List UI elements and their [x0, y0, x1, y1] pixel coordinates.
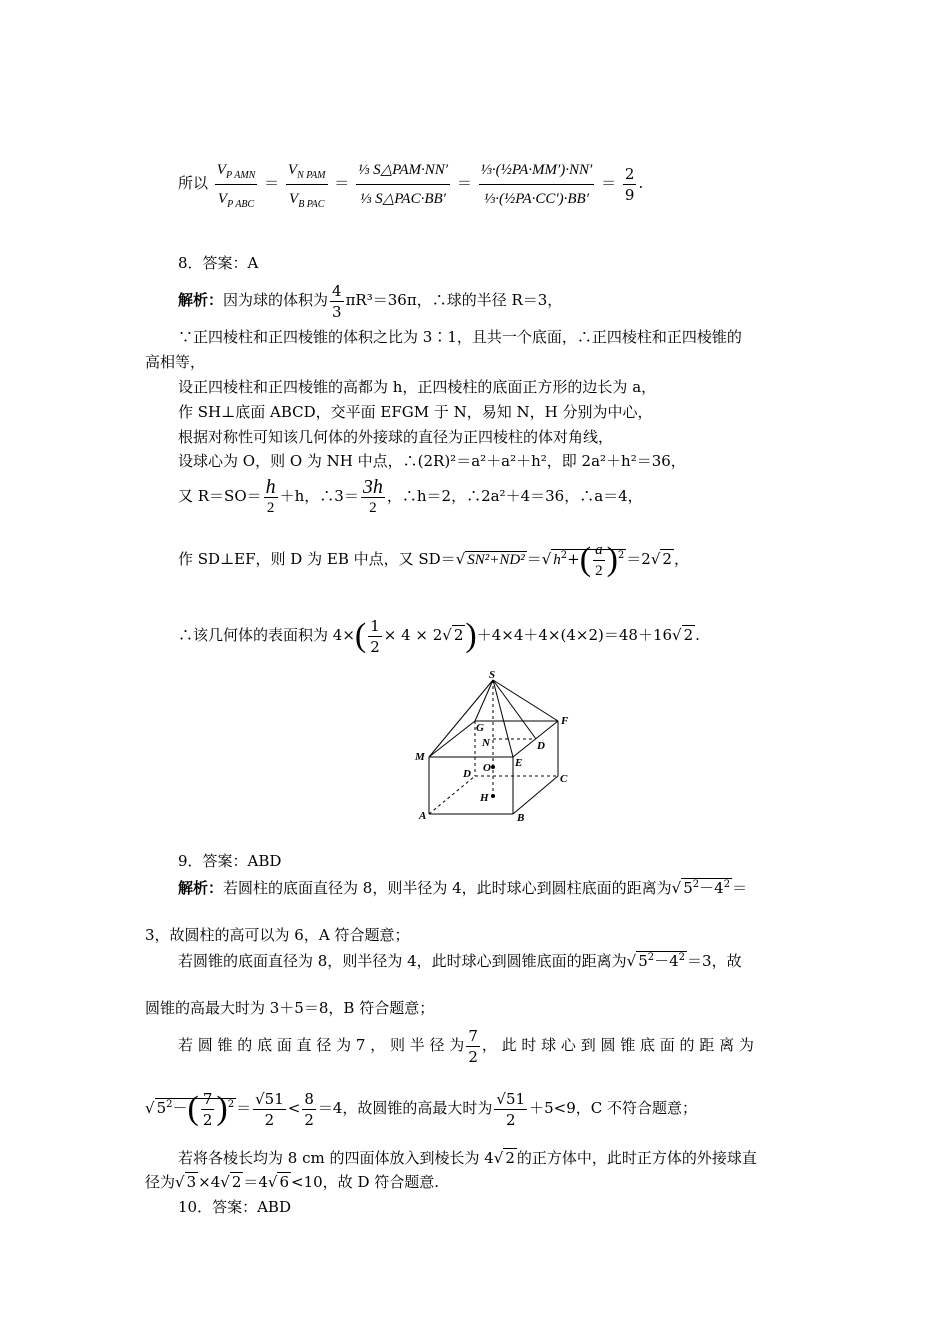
q8-answer: 8．答案：A [178, 254, 259, 272]
q9-line-6: √ $5^2-$( $\frac{7}{2}$ )$^2$ ＝ $\frac{√51}{2}$ < $\frac{8}{2}$ ＝4，故圆锥的高最大时为 $\frac{√51}{2}$ ＋5<9，C 不符合题意； [145, 1089, 697, 1129]
label-F: F [561, 715, 569, 727]
q9-line-1: 解析：若圆柱的底面直径为 8，则半径为 4，此时球心到圆柱底面的距离为√ $5^2-4^2$ ＝ [178, 879, 748, 897]
label-O: O [483, 762, 491, 774]
q7-result: $\frac{2}{9}$ [624, 164, 635, 204]
label-B: B [517, 812, 525, 824]
q7-frac-3: $\frac{\text{⅓ S△PAM·NN′}}{\text{⅓ S△PAC·BB′}}$ [356, 156, 450, 213]
q8-line-1: 解析：因为球的体积为 $\frac{4}{3}$ πR³＝36π，∴球的半径 R＝3， [178, 281, 563, 321]
q8-line-10: ∴该几何体的表面积为 4×( $\frac{1}{2}$ × 4 × 2√ 2)＋4×4＋4×(4×2)＝48＋16√ 2 . [178, 616, 700, 656]
q9-line-2: 3，故圆柱的高可以为 6，A 符合题意； [145, 926, 410, 944]
q9-answer: 9．答案：ABD [178, 852, 282, 870]
label-M: M [415, 751, 425, 763]
label-E: E [515, 757, 523, 769]
label-S: S [489, 669, 496, 681]
label-D-mid: D [463, 768, 471, 780]
q8-line-6: 根据对称性可知该几何体的外接球的直径为正四棱柱的体对角线， [178, 428, 614, 446]
q8-line-9: 作 SD⊥EF，则 D 为 EB 中点，又 SD＝√ SN²+ND² ＝√ $h^2+$( $\frac{a}{2}$ )$^2$ ＝2√ 2 ， [178, 541, 689, 579]
q8-line-8: 又 R＝SO＝ $\frac{h}{2}$ ＋h，∴3＝ $\frac{3h}{2}$ ，∴h＝2，∴2a²＋4＝36，∴a＝4， [178, 475, 643, 516]
label-D-top: D [537, 740, 545, 752]
label-N: N [482, 737, 490, 749]
q7-intro: 所以 [178, 174, 209, 192]
q9-line-4: 圆锥的高最大时为 3＋5＝8，B 符合题意； [145, 999, 435, 1017]
label-G: G [476, 722, 484, 734]
q8-line-5: 作 SH⊥底面 ABCD，交平面 EFGM 于 N，易知 N，H 分别为中心， [178, 403, 653, 421]
q10-answer: 10．答案：ABD [178, 1198, 291, 1216]
q8-line-4: 设正四棱柱和正四棱锥的高都为 h，正四棱柱的底面正方形的边长为 a， [178, 378, 657, 396]
q9-line-5: 若 圆 锥 的 底 面 直 径 为 7 ， 则 半 径 为 $\frac{7}{2}$ ， 此 时 球 心 到 圆 锥 底 面 的 距 离 为 [178, 1026, 754, 1066]
q7-formula: 所以 $\frac{V_{P AMN}}{V_{P ABC}}$ ＝ $\frac{V_{N PAM}}{V_{B PAC}}$ ＝ $\frac{\text{⅓ S△PAM·NN′}}{\text{⅓ S△PAC·BB′}}$ ＝ $\frac{\text{⅓·(½PA·MM′)·NN′}}{\text{⅓·(½PA·CC′)·BB′}}$ ＝ $\frac{2}{9}$ . [178, 148, 643, 218]
q9-line-8: 径为√ 3 ×4√ 2 ＝4√ 6 <10，故 D 符合题意. [145, 1173, 440, 1191]
frac-4-3: $\frac{4}{3}$ [332, 281, 342, 321]
q9-line-3: 若圆锥的底面直径为 8，则半径为 4，此时球心到圆锥底面的距离为√ $5^2-4^2 =3$，故 [178, 952, 742, 970]
q7-frac-1: $\frac{V_{P AMN}}{V_{P ABC}}$ [215, 156, 258, 213]
label-H: H [480, 792, 489, 804]
label-C: C [560, 773, 568, 785]
q7-frac-2: $\frac{V_{N PAM}}{V_{B PAC}}$ [286, 156, 328, 213]
q8-line-2: ∵正四棱柱和正四棱锥的体积之比为 3∶1，且共一个底面，∴正四棱柱和正四棱锥的 [178, 328, 742, 346]
q8-line-3: 高相等， [145, 353, 206, 371]
q8-line-7: 设球心为 O，则 O 为 NH 中点，∴(2R)²＝a²＋a²＋h²，即 2a²＋h²＝36， [178, 452, 686, 470]
label-A: A [419, 810, 427, 822]
q7-frac-4: $\frac{\text{⅓·(½PA·MM′)·NN′}}{\text{⅓·(½PA·CC′)·BB′}}$ [479, 156, 595, 213]
geometry-figure [405, 668, 580, 828]
q9-line-7: 若将各棱长均为 8 cm 的四面体放入到棱长为 4√ 2 的正方体中，此时正方体的外接球直 [178, 1149, 757, 1167]
